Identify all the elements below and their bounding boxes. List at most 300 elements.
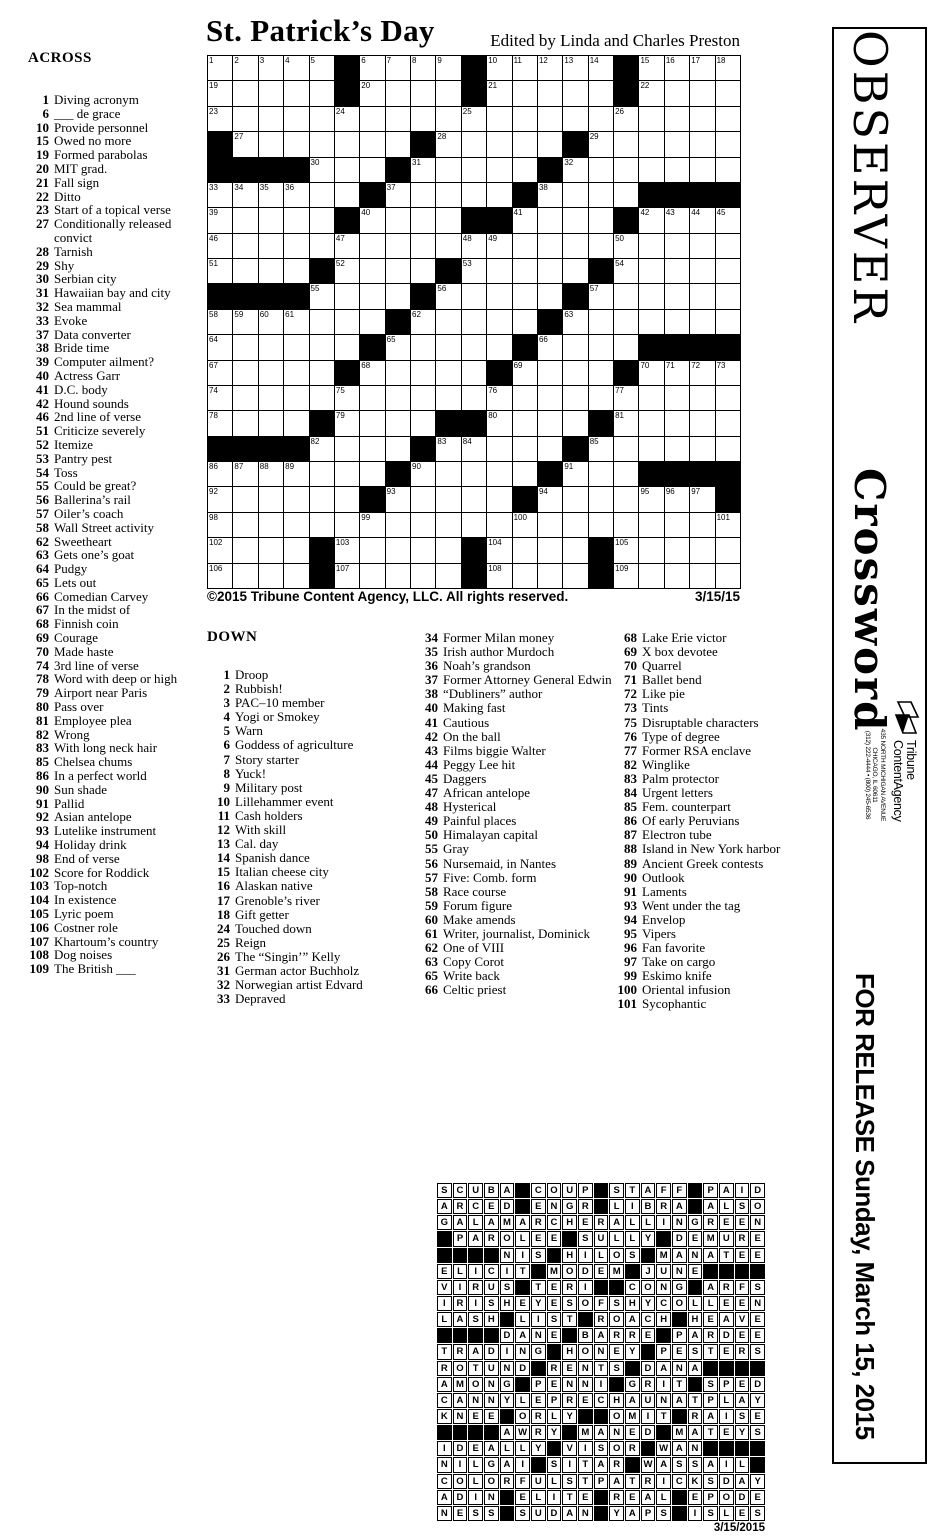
puzzle-cell[interactable] [563, 259, 587, 283]
puzzle-cell[interactable] [513, 411, 537, 435]
puzzle-cell[interactable] [614, 234, 638, 258]
puzzle-cell[interactable] [233, 335, 257, 359]
puzzle-cell[interactable] [386, 564, 410, 588]
puzzle-cell[interactable] [310, 107, 334, 131]
puzzle-cell[interactable] [360, 411, 384, 435]
puzzle-cell[interactable] [690, 564, 714, 588]
puzzle-grid[interactable] [207, 55, 741, 589]
puzzle-cell[interactable] [386, 259, 410, 283]
puzzle-cell[interactable] [716, 107, 740, 131]
puzzle-cell[interactable] [233, 538, 257, 562]
puzzle-cell[interactable] [411, 234, 435, 258]
puzzle-cell[interactable] [436, 234, 460, 258]
puzzle-cell[interactable] [386, 513, 410, 537]
puzzle-cell[interactable] [411, 310, 435, 334]
puzzle-cell[interactable] [360, 284, 384, 308]
puzzle-cell[interactable] [386, 487, 410, 511]
puzzle-cell[interactable] [665, 411, 689, 435]
puzzle-cell[interactable] [284, 335, 308, 359]
puzzle-cell[interactable] [614, 132, 638, 156]
puzzle-cell[interactable] [538, 411, 562, 435]
puzzle-cell[interactable] [233, 132, 257, 156]
puzzle-cell[interactable] [259, 361, 283, 385]
puzzle-cell[interactable] [259, 183, 283, 207]
puzzle-cell[interactable] [716, 411, 740, 435]
puzzle-cell[interactable] [462, 487, 486, 511]
puzzle-cell[interactable] [411, 564, 435, 588]
puzzle-cell[interactable] [436, 538, 460, 562]
puzzle-cell[interactable] [233, 310, 257, 334]
puzzle-cell[interactable] [716, 81, 740, 105]
puzzle-cell[interactable] [259, 411, 283, 435]
puzzle-cell[interactable] [233, 564, 257, 588]
puzzle-cell[interactable] [690, 310, 714, 334]
puzzle-cell[interactable] [411, 107, 435, 131]
puzzle-cell[interactable] [716, 564, 740, 588]
puzzle-cell[interactable] [436, 107, 460, 131]
puzzle-cell[interactable] [208, 386, 232, 410]
puzzle-cell[interactable] [665, 310, 689, 334]
puzzle-cell[interactable] [208, 208, 232, 232]
puzzle-cell[interactable] [310, 284, 334, 308]
puzzle-cell[interactable] [690, 56, 714, 80]
puzzle-cell[interactable] [208, 411, 232, 435]
puzzle-cell[interactable] [639, 564, 663, 588]
puzzle-cell[interactable] [563, 462, 587, 486]
puzzle-cell[interactable] [538, 386, 562, 410]
puzzle-cell[interactable] [563, 158, 587, 182]
puzzle-cell[interactable] [538, 208, 562, 232]
puzzle-cell[interactable] [436, 361, 460, 385]
puzzle-cell[interactable] [233, 81, 257, 105]
puzzle-cell[interactable] [589, 107, 613, 131]
puzzle-cell[interactable] [335, 158, 359, 182]
puzzle-cell[interactable] [208, 462, 232, 486]
puzzle-cell[interactable] [259, 81, 283, 105]
puzzle-cell[interactable] [563, 234, 587, 258]
puzzle-cell[interactable] [284, 107, 308, 131]
puzzle-cell[interactable] [462, 183, 486, 207]
puzzle-cell[interactable] [360, 513, 384, 537]
puzzle-cell[interactable] [538, 513, 562, 537]
puzzle-cell[interactable] [716, 234, 740, 258]
puzzle-cell[interactable] [259, 259, 283, 283]
puzzle-cell[interactable] [360, 538, 384, 562]
puzzle-cell[interactable] [411, 487, 435, 511]
puzzle-cell[interactable] [436, 81, 460, 105]
puzzle-cell[interactable] [487, 234, 511, 258]
puzzle-cell[interactable] [310, 513, 334, 537]
puzzle-cell[interactable] [589, 208, 613, 232]
puzzle-cell[interactable] [310, 335, 334, 359]
puzzle-cell[interactable] [563, 208, 587, 232]
puzzle-cell[interactable] [513, 107, 537, 131]
puzzle-cell[interactable] [335, 107, 359, 131]
puzzle-cell[interactable] [310, 234, 334, 258]
puzzle-cell[interactable] [386, 183, 410, 207]
puzzle-cell[interactable] [462, 513, 486, 537]
puzzle-cell[interactable] [360, 208, 384, 232]
puzzle-cell[interactable] [487, 513, 511, 537]
puzzle-cell[interactable] [462, 132, 486, 156]
puzzle-cell[interactable] [513, 513, 537, 537]
puzzle-cell[interactable] [284, 234, 308, 258]
puzzle-cell[interactable] [589, 234, 613, 258]
puzzle-cell[interactable] [259, 208, 283, 232]
puzzle-cell[interactable] [310, 158, 334, 182]
puzzle-cell[interactable] [233, 208, 257, 232]
puzzle-cell[interactable] [639, 259, 663, 283]
puzzle-cell[interactable] [462, 437, 486, 461]
puzzle-cell[interactable] [335, 513, 359, 537]
puzzle-cell[interactable] [487, 158, 511, 182]
puzzle-cell[interactable] [716, 132, 740, 156]
puzzle-cell[interactable] [614, 107, 638, 131]
puzzle-cell[interactable] [310, 132, 334, 156]
puzzle-cell[interactable] [690, 107, 714, 131]
puzzle-cell[interactable] [563, 361, 587, 385]
puzzle-cell[interactable] [360, 437, 384, 461]
puzzle-cell[interactable] [462, 310, 486, 334]
puzzle-cell[interactable] [233, 513, 257, 537]
puzzle-cell[interactable] [614, 462, 638, 486]
puzzle-cell[interactable] [259, 462, 283, 486]
puzzle-cell[interactable] [513, 259, 537, 283]
puzzle-cell[interactable] [690, 208, 714, 232]
puzzle-cell[interactable] [716, 56, 740, 80]
puzzle-cell[interactable] [284, 386, 308, 410]
puzzle-cell[interactable] [360, 386, 384, 410]
puzzle-cell[interactable] [436, 208, 460, 232]
puzzle-cell[interactable] [208, 81, 232, 105]
puzzle-cell[interactable] [233, 234, 257, 258]
puzzle-cell[interactable] [639, 487, 663, 511]
puzzle-cell[interactable] [284, 564, 308, 588]
puzzle-cell[interactable] [284, 132, 308, 156]
puzzle-cell[interactable] [310, 208, 334, 232]
puzzle-cell[interactable] [487, 335, 511, 359]
puzzle-cell[interactable] [614, 538, 638, 562]
puzzle-cell[interactable] [589, 284, 613, 308]
puzzle-cell[interactable] [436, 487, 460, 511]
puzzle-cell[interactable] [690, 361, 714, 385]
puzzle-cell[interactable] [614, 335, 638, 359]
puzzle-cell[interactable] [436, 310, 460, 334]
puzzle-cell[interactable] [614, 158, 638, 182]
puzzle-cell[interactable] [690, 386, 714, 410]
puzzle-cell[interactable] [335, 411, 359, 435]
puzzle-cell[interactable] [386, 361, 410, 385]
puzzle-cell[interactable] [589, 487, 613, 511]
puzzle-cell[interactable] [487, 284, 511, 308]
puzzle-cell[interactable] [538, 234, 562, 258]
puzzle-cell[interactable] [513, 132, 537, 156]
puzzle-cell[interactable] [639, 284, 663, 308]
puzzle-cell[interactable] [589, 335, 613, 359]
puzzle-cell[interactable] [386, 386, 410, 410]
puzzle-cell[interactable] [259, 335, 283, 359]
puzzle-cell[interactable] [233, 183, 257, 207]
puzzle-cell[interactable] [335, 564, 359, 588]
puzzle-cell[interactable] [436, 56, 460, 80]
puzzle-cell[interactable] [665, 386, 689, 410]
puzzle-cell[interactable] [639, 56, 663, 80]
puzzle-cell[interactable] [462, 259, 486, 283]
puzzle-cell[interactable] [259, 538, 283, 562]
puzzle-cell[interactable] [284, 183, 308, 207]
puzzle-cell[interactable] [208, 234, 232, 258]
puzzle-cell[interactable] [411, 335, 435, 359]
puzzle-cell[interactable] [284, 411, 308, 435]
puzzle-cell[interactable] [233, 487, 257, 511]
puzzle-cell[interactable] [665, 538, 689, 562]
puzzle-cell[interactable] [513, 208, 537, 232]
puzzle-cell[interactable] [284, 56, 308, 80]
puzzle-cell[interactable] [639, 132, 663, 156]
puzzle-cell[interactable] [639, 386, 663, 410]
puzzle-cell[interactable] [563, 310, 587, 334]
puzzle-cell[interactable] [665, 81, 689, 105]
puzzle-cell[interactable] [284, 259, 308, 283]
puzzle-cell[interactable] [690, 513, 714, 537]
puzzle-cell[interactable] [487, 411, 511, 435]
puzzle-cell[interactable] [690, 487, 714, 511]
puzzle-cell[interactable] [563, 564, 587, 588]
puzzle-cell[interactable] [487, 56, 511, 80]
puzzle-cell[interactable] [310, 437, 334, 461]
puzzle-cell[interactable] [614, 386, 638, 410]
puzzle-cell[interactable] [665, 437, 689, 461]
puzzle-cell[interactable] [259, 513, 283, 537]
puzzle-cell[interactable] [259, 487, 283, 511]
puzzle-cell[interactable] [386, 284, 410, 308]
puzzle-cell[interactable] [487, 310, 511, 334]
puzzle-cell[interactable] [360, 132, 384, 156]
puzzle-cell[interactable] [233, 462, 257, 486]
puzzle-cell[interactable] [716, 361, 740, 385]
puzzle-cell[interactable] [487, 259, 511, 283]
puzzle-cell[interactable] [310, 56, 334, 80]
puzzle-cell[interactable] [690, 234, 714, 258]
puzzle-cell[interactable] [538, 538, 562, 562]
puzzle-cell[interactable] [538, 361, 562, 385]
puzzle-cell[interactable] [614, 183, 638, 207]
puzzle-cell[interactable] [233, 259, 257, 283]
puzzle-cell[interactable] [716, 208, 740, 232]
puzzle-cell[interactable] [614, 437, 638, 461]
puzzle-cell[interactable] [614, 487, 638, 511]
puzzle-cell[interactable] [436, 158, 460, 182]
puzzle-cell[interactable] [411, 538, 435, 562]
puzzle-cell[interactable] [487, 386, 511, 410]
puzzle-cell[interactable] [639, 81, 663, 105]
puzzle-cell[interactable] [335, 284, 359, 308]
puzzle-cell[interactable] [513, 81, 537, 105]
puzzle-cell[interactable] [335, 386, 359, 410]
puzzle-cell[interactable] [589, 437, 613, 461]
puzzle-cell[interactable] [589, 56, 613, 80]
puzzle-cell[interactable] [589, 462, 613, 486]
puzzle-cell[interactable] [284, 208, 308, 232]
puzzle-cell[interactable] [690, 81, 714, 105]
puzzle-cell[interactable] [563, 335, 587, 359]
puzzle-cell[interactable] [310, 81, 334, 105]
puzzle-cell[interactable] [386, 208, 410, 232]
puzzle-cell[interactable] [538, 107, 562, 131]
puzzle-cell[interactable] [411, 208, 435, 232]
puzzle-cell[interactable] [411, 56, 435, 80]
puzzle-cell[interactable] [690, 538, 714, 562]
puzzle-cell[interactable] [360, 81, 384, 105]
puzzle-cell[interactable] [259, 310, 283, 334]
puzzle-cell[interactable] [614, 513, 638, 537]
puzzle-cell[interactable] [462, 386, 486, 410]
puzzle-cell[interactable] [639, 158, 663, 182]
puzzle-cell[interactable] [310, 462, 334, 486]
puzzle-cell[interactable] [665, 234, 689, 258]
puzzle-cell[interactable] [690, 411, 714, 435]
puzzle-cell[interactable] [487, 462, 511, 486]
puzzle-cell[interactable] [233, 56, 257, 80]
puzzle-cell[interactable] [335, 437, 359, 461]
puzzle-cell[interactable] [284, 487, 308, 511]
puzzle-cell[interactable] [665, 132, 689, 156]
puzzle-cell[interactable] [233, 411, 257, 435]
puzzle-cell[interactable] [487, 437, 511, 461]
puzzle-cell[interactable] [208, 361, 232, 385]
puzzle-cell[interactable] [335, 310, 359, 334]
puzzle-cell[interactable] [563, 183, 587, 207]
puzzle-cell[interactable] [310, 310, 334, 334]
puzzle-cell[interactable] [665, 564, 689, 588]
puzzle-cell[interactable] [335, 487, 359, 511]
puzzle-cell[interactable] [386, 538, 410, 562]
puzzle-cell[interactable] [436, 132, 460, 156]
puzzle-cell[interactable] [310, 487, 334, 511]
puzzle-cell[interactable] [259, 386, 283, 410]
puzzle-cell[interactable] [462, 361, 486, 385]
puzzle-cell[interactable] [639, 234, 663, 258]
puzzle-cell[interactable] [538, 437, 562, 461]
puzzle-cell[interactable] [436, 386, 460, 410]
puzzle-cell[interactable] [233, 386, 257, 410]
puzzle-cell[interactable] [386, 56, 410, 80]
puzzle-cell[interactable] [563, 513, 587, 537]
puzzle-cell[interactable] [487, 564, 511, 588]
puzzle-cell[interactable] [411, 411, 435, 435]
puzzle-cell[interactable] [284, 513, 308, 537]
puzzle-cell[interactable] [360, 462, 384, 486]
puzzle-cell[interactable] [513, 310, 537, 334]
puzzle-cell[interactable] [716, 284, 740, 308]
puzzle-cell[interactable] [589, 132, 613, 156]
puzzle-cell[interactable] [513, 361, 537, 385]
puzzle-cell[interactable] [538, 284, 562, 308]
puzzle-cell[interactable] [386, 437, 410, 461]
puzzle-cell[interactable] [639, 513, 663, 537]
puzzle-cell[interactable] [360, 56, 384, 80]
puzzle-cell[interactable] [665, 284, 689, 308]
puzzle-cell[interactable] [233, 361, 257, 385]
puzzle-cell[interactable] [436, 437, 460, 461]
puzzle-cell[interactable] [589, 81, 613, 105]
puzzle-cell[interactable] [310, 386, 334, 410]
puzzle-cell[interactable] [259, 564, 283, 588]
puzzle-cell[interactable] [716, 513, 740, 537]
puzzle-cell[interactable] [411, 462, 435, 486]
puzzle-cell[interactable] [690, 132, 714, 156]
puzzle-cell[interactable] [335, 234, 359, 258]
puzzle-cell[interactable] [487, 132, 511, 156]
puzzle-cell[interactable] [462, 234, 486, 258]
puzzle-cell[interactable] [411, 386, 435, 410]
puzzle-cell[interactable] [487, 107, 511, 131]
puzzle-cell[interactable] [513, 538, 537, 562]
puzzle-cell[interactable] [360, 234, 384, 258]
puzzle-cell[interactable] [716, 158, 740, 182]
puzzle-cell[interactable] [436, 335, 460, 359]
puzzle-cell[interactable] [513, 386, 537, 410]
puzzle-cell[interactable] [411, 81, 435, 105]
puzzle-cell[interactable] [716, 437, 740, 461]
puzzle-cell[interactable] [436, 183, 460, 207]
puzzle-cell[interactable] [563, 538, 587, 562]
puzzle-cell[interactable] [208, 487, 232, 511]
puzzle-cell[interactable] [513, 284, 537, 308]
puzzle-cell[interactable] [690, 437, 714, 461]
puzzle-cell[interactable] [284, 462, 308, 486]
puzzle-cell[interactable] [310, 183, 334, 207]
puzzle-cell[interactable] [538, 183, 562, 207]
puzzle-cell[interactable] [360, 158, 384, 182]
puzzle-cell[interactable] [665, 487, 689, 511]
puzzle-cell[interactable] [284, 361, 308, 385]
puzzle-cell[interactable] [716, 310, 740, 334]
puzzle-cell[interactable] [208, 183, 232, 207]
puzzle-cell[interactable] [563, 81, 587, 105]
puzzle-cell[interactable] [665, 361, 689, 385]
puzzle-cell[interactable] [487, 538, 511, 562]
puzzle-cell[interactable] [462, 158, 486, 182]
puzzle-cell[interactable] [386, 81, 410, 105]
puzzle-cell[interactable] [639, 538, 663, 562]
puzzle-cell[interactable] [411, 513, 435, 537]
puzzle-cell[interactable] [259, 107, 283, 131]
puzzle-cell[interactable] [335, 335, 359, 359]
puzzle-cell[interactable] [259, 56, 283, 80]
puzzle-cell[interactable] [411, 259, 435, 283]
puzzle-cell[interactable] [716, 386, 740, 410]
puzzle-cell[interactable] [614, 284, 638, 308]
puzzle-cell[interactable] [563, 386, 587, 410]
puzzle-cell[interactable] [614, 564, 638, 588]
puzzle-cell[interactable] [284, 81, 308, 105]
puzzle-cell[interactable] [233, 107, 257, 131]
puzzle-cell[interactable] [589, 310, 613, 334]
puzzle-cell[interactable] [639, 437, 663, 461]
puzzle-cell[interactable] [690, 158, 714, 182]
puzzle-cell[interactable] [259, 132, 283, 156]
puzzle-cell[interactable] [538, 259, 562, 283]
puzzle-cell[interactable] [487, 487, 511, 511]
puzzle-cell[interactable] [513, 234, 537, 258]
puzzle-cell[interactable] [589, 513, 613, 537]
puzzle-cell[interactable] [639, 107, 663, 131]
puzzle-cell[interactable] [411, 158, 435, 182]
puzzle-cell[interactable] [665, 158, 689, 182]
puzzle-cell[interactable] [462, 462, 486, 486]
puzzle-cell[interactable] [614, 310, 638, 334]
